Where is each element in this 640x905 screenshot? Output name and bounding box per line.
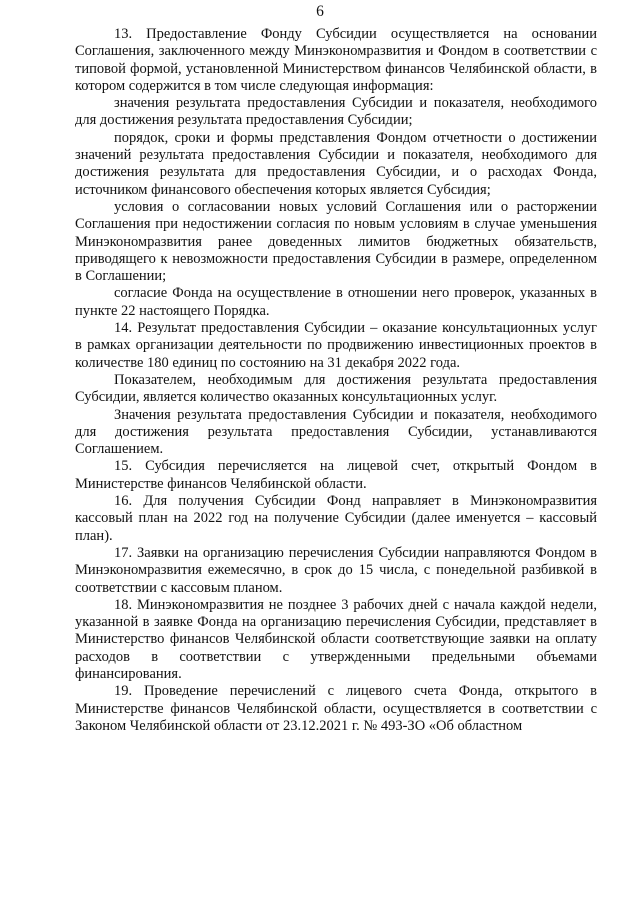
paragraph-13-consent: согласие Фонда на осуществление в отношении него проверок, указанных в пункте 22 настоящего Порядка. [75, 285, 597, 319]
paragraph-17: 17. Заявки на организацию перечисления Субсидии направляются Фондом в Минэкономразвития ежемесячно, в срок до 15 числа, с понедельной разбивкой в соответствии с кассовым планом. [75, 544, 597, 596]
document-body [75, 26, 597, 735]
paragraph-15: 15. Субсидия перечисляется на лицевой счет, открытый Фондом в Министерстве финансов Челябинской области. [75, 458, 597, 492]
paragraph-19: 19. Проведение перечислений с лицевого счета Фонда, открытого в Министерстве финансов Челябинской области, осуществляется в соответствии с Законом Челябинской области от 23.12.2021 г. № 493-ЗО «Об областном [75, 683, 597, 734]
page-number: 6 [316, 3, 324, 20]
paragraph-18: 18. Минэкономразвития не позднее 3 рабочих дней с начала каждой недели, указанной в заявке Фонда на организацию перечисления Субсидии, представляет в Министерство финансов Челябинской области соответствующие заявки на оплату расходов в соответствии с утвержденными предельными объемами финансирования. [75, 596, 597, 682]
paragraph-13-reporting: порядок, сроки и формы представления Фондом отчетности о достижении значений результата предоставления Субсидии и показателя, необходимого для достижения результата для предоставления Субсидии, и о расходах Фонда, источником финансового обеспечения которых является Субсидия; [75, 129, 597, 198]
paragraph-14-values: Значения результата предоставления Субсидии и показателя, необходимого для достижения результата предоставления Субсидии, устанавливаются Соглашением. [75, 406, 597, 458]
paragraph-13: 13. Предоставление Фонду Субсидии осуществляется на основании Соглашения, заключенного между Минэкономразвития и Фондом в соответствии с типовой формой, установленной Министерством финансов Челябинской области, в котором содержится в том числе следующая информация: [75, 26, 597, 94]
paragraph-14: 14. Результат предоставления Субсидии – оказание консультационных услуг в рамках организации деятельности по продвижению инвестиционных проектов в количестве 180 единиц по состоянию на 31 декабря 2022 года. [75, 320, 597, 371]
paragraph-13-values: значения результата предоставления Субсидии и показателя, необходимого для достижения результата предоставления Субсидии; [75, 95, 597, 129]
paragraph-16: 16. Для получения Субсидии Фонд направляет в Минэкономразвития кассовый план на 2022 год на получение Субсидии (далее именуется – кассовый план). [75, 493, 597, 544]
paragraph-14-indicator: Показателем, необходимым для достижения результата предоставления Субсидии, является количество оказанных консультационных услуг. [75, 371, 597, 406]
paragraph-13-conditions: условия о согласовании новых условий Соглашения или о расторжении Соглашения при недостижении согласия по новым условиям в случае уменьшения Минэкономразвития ранее доведенных лимитов бюджетных обязательств, приводящего к невозможности предоставления Субсидии в размере, определенном в Соглашении; [75, 198, 597, 285]
